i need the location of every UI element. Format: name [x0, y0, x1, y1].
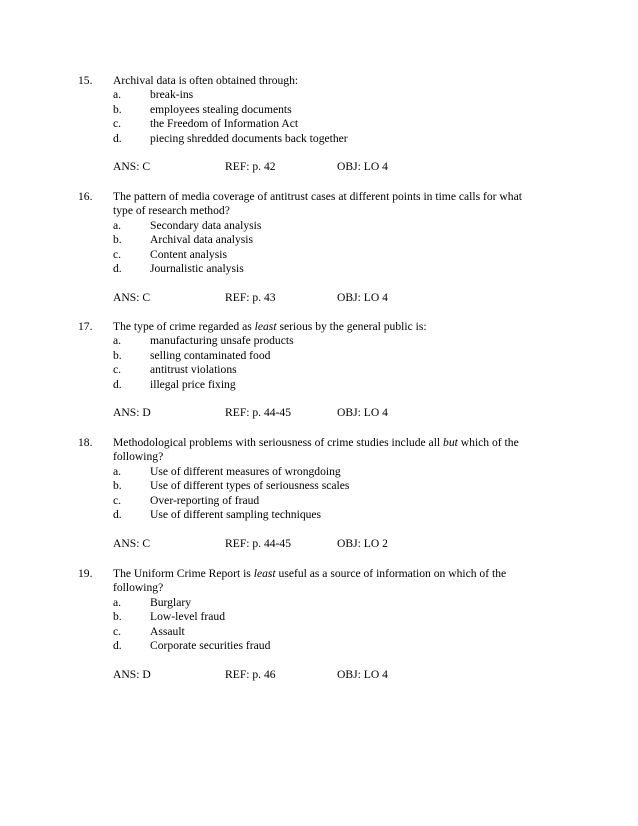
option-text: employees stealing documents — [150, 102, 292, 116]
stem-line: following? — [113, 450, 164, 464]
option-letter: d. — [113, 508, 122, 522]
option-list — [113, 219, 568, 277]
option-letter: c. — [113, 247, 122, 261]
option-letter: a. — [113, 88, 122, 102]
answer-ref: REF: p. 44-45 — [225, 536, 292, 550]
option-c — [113, 248, 568, 262]
stem-text: Methodological problems with seriousness of crime studies include all — [113, 436, 444, 449]
option-text: selling contaminated food — [150, 348, 271, 362]
answer-key: ANS: D — [113, 667, 151, 681]
option-letter: c. — [113, 624, 122, 638]
option-text: Over-reporting of fraud — [150, 493, 260, 507]
stem-text: serious by the general public is: — [276, 320, 427, 333]
option-text: Corporate securities fraud — [150, 639, 271, 653]
option-letter: c. — [113, 363, 122, 377]
option-text: Low-level fraud — [150, 610, 226, 624]
answer-line — [113, 291, 568, 305]
option-letter: d. — [113, 639, 122, 653]
option-d — [113, 508, 568, 522]
option-letter: c. — [113, 493, 122, 507]
option-text: piecing shredded documents back together — [150, 131, 348, 145]
answer-obj: OBJ: LO 4 — [337, 406, 388, 420]
option-text: Journalistic analysis — [150, 262, 244, 276]
option-text: the Freedom of Information Act — [150, 117, 299, 131]
option-a — [113, 596, 568, 610]
option-text: Use of different types of seriousness scales — [150, 479, 350, 493]
question-body — [113, 190, 568, 305]
option-text: illegal price fixing — [150, 377, 236, 391]
option-text: manufacturing unsafe products — [150, 334, 294, 348]
option-letter: c. — [113, 117, 122, 131]
option-letter: b. — [113, 610, 122, 624]
stem-emphasis: least — [254, 320, 277, 333]
answer-obj: OBJ: LO 4 — [337, 667, 388, 681]
option-text: Assault — [150, 624, 185, 638]
option-letter: d. — [113, 377, 122, 391]
stem-text: useful as a source of information on which of the — [275, 567, 507, 580]
option-list — [113, 465, 568, 523]
answer-key: ANS: C — [113, 536, 151, 550]
option-b — [113, 233, 568, 247]
question-stem — [113, 74, 568, 88]
answer-ref: REF: p. 46 — [225, 667, 276, 681]
option-d — [113, 132, 568, 146]
answer-key: ANS: D — [113, 406, 151, 420]
question-number: 16. — [78, 190, 93, 203]
option-text: Content analysis — [150, 247, 227, 261]
question-stem — [113, 567, 568, 596]
option-a — [113, 465, 568, 479]
option-text: Burglary — [150, 595, 192, 609]
question-body — [113, 74, 568, 175]
stem-emphasis: but — [443, 436, 458, 449]
option-letter: d. — [113, 131, 122, 145]
answer-line — [113, 406, 568, 420]
option-text: Use of different sampling techniques — [150, 508, 322, 522]
question-number: 18. — [78, 436, 93, 449]
option-text: Secondary data analysis — [150, 218, 262, 232]
option-letter: a. — [113, 464, 122, 478]
option-list — [113, 334, 568, 392]
answer-line — [113, 537, 568, 551]
stem-text: The type of crime regarded as — [113, 320, 255, 333]
option-text: Use of different measures of wrongdoing — [150, 464, 341, 478]
option-letter: d. — [113, 262, 122, 276]
option-b — [113, 610, 568, 624]
option-text: Archival data analysis — [150, 233, 254, 247]
option-b — [113, 479, 568, 493]
question-body — [113, 436, 568, 551]
question-stem — [113, 190, 568, 219]
question-number: 15. — [78, 74, 93, 87]
answer-obj: OBJ: LO 4 — [337, 290, 388, 304]
stem-text: which of the — [457, 436, 519, 449]
answer-ref: REF: p. 44-45 — [225, 406, 292, 420]
stem-text: The Uniform Crime Report is — [113, 567, 254, 580]
question-number: 19. — [78, 567, 93, 580]
question-stem — [113, 320, 568, 334]
option-list — [113, 596, 568, 654]
option-c — [113, 494, 568, 508]
option-a — [113, 219, 568, 233]
stem-line: Archival data is often obtained through: — [113, 74, 299, 87]
option-a — [113, 88, 568, 102]
question-body — [113, 320, 568, 421]
option-d — [113, 262, 568, 276]
option-b — [113, 349, 568, 363]
option-text: break-ins — [150, 88, 194, 102]
option-c — [113, 363, 568, 377]
option-letter: b. — [113, 102, 122, 116]
stem-line: The pattern of media coverage of antitrust cases at different points in time calls for what — [113, 190, 522, 203]
option-list — [113, 88, 568, 146]
stem-line: following? — [113, 581, 164, 595]
answer-obj: OBJ: LO 4 — [337, 160, 388, 174]
option-b — [113, 103, 568, 117]
stem-emphasis: least — [253, 567, 276, 580]
answer-key: ANS: C — [113, 290, 151, 304]
stem-line: type of research method? — [113, 204, 230, 218]
option-d — [113, 378, 568, 392]
option-letter: a. — [113, 595, 122, 609]
option-c — [113, 625, 568, 639]
option-letter: a. — [113, 218, 122, 232]
option-a — [113, 334, 568, 348]
question-body — [113, 567, 568, 682]
option-letter: b. — [113, 479, 122, 493]
option-letter: b. — [113, 233, 122, 247]
answer-ref: REF: p. 42 — [225, 160, 276, 174]
answer-obj: OBJ: LO 2 — [337, 536, 388, 550]
question-number: 17. — [78, 320, 93, 333]
answer-line — [113, 668, 568, 682]
option-letter: b. — [113, 348, 122, 362]
option-d — [113, 639, 568, 653]
option-c — [113, 117, 568, 131]
option-letter: a. — [113, 334, 122, 348]
answer-key: ANS: C — [113, 160, 151, 174]
option-text: antitrust violations — [150, 363, 237, 377]
answer-ref: REF: p. 43 — [225, 290, 276, 304]
answer-line — [113, 160, 568, 174]
question-stem — [113, 436, 568, 465]
